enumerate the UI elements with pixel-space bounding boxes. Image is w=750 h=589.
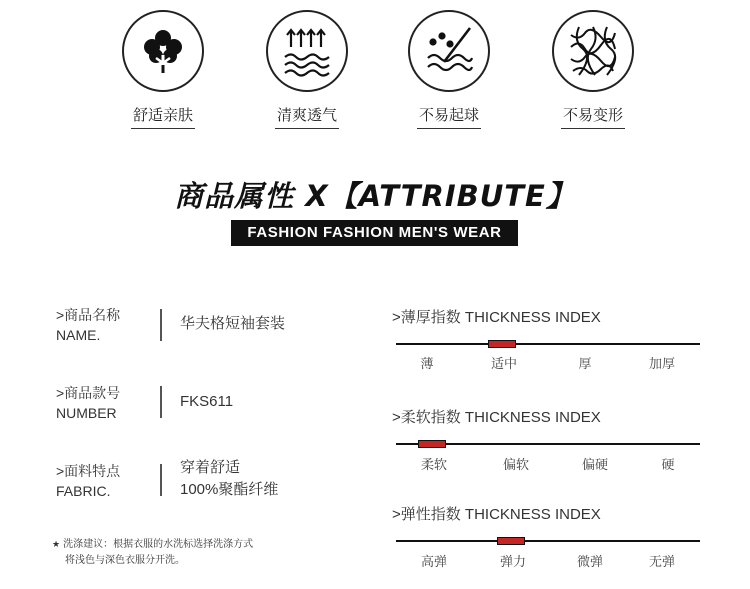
- feature-soft: [108, 10, 218, 129]
- elasticity-tick: 无弹: [648, 555, 675, 570]
- no-pilling-icon: [408, 10, 490, 92]
- elasticity-index-line: [396, 540, 700, 542]
- divider: [160, 309, 162, 341]
- thickness-tick: 适中: [490, 357, 517, 372]
- softness-tick: 柔软: [420, 458, 447, 473]
- thickness-index-marker: [488, 340, 516, 348]
- attr-label-en: FABRIC.: [56, 483, 111, 499]
- softness-index-title: >柔软指数 THICKNESS INDEX: [392, 409, 601, 426]
- attr-name-value: [180, 313, 285, 335]
- airflow-waves-icon: [266, 10, 348, 92]
- wash-line: 将浅色与深色衣服分开洗。: [65, 555, 185, 566]
- attr-number-label: [56, 383, 120, 423]
- attr-fabric-value: [180, 457, 278, 501]
- softness-tick: 偏软: [502, 458, 529, 473]
- wash-line: 洗涤建议：根据衣服的水洗标选择洗涤方式: [63, 539, 254, 550]
- thickness-tick: 厚: [578, 357, 592, 372]
- attr-value-line: 100%聚酯纤维: [180, 481, 279, 498]
- elasticity-index-marker: [497, 537, 525, 545]
- feature-no-pilling: [394, 10, 504, 129]
- attr-label-en: NAME.: [56, 327, 101, 343]
- feature-label: 清爽透气: [275, 104, 339, 129]
- wash-note: [52, 537, 253, 568]
- elasticity-tick: 微弹: [576, 555, 603, 570]
- elasticity-tick: 弹力: [499, 555, 526, 570]
- feature-breathable: [252, 10, 362, 129]
- softness-index-marker: [418, 440, 446, 448]
- feature-no-deform: [538, 10, 648, 129]
- section-banner: FASHION FASHION MEN'S WEAR: [231, 220, 518, 246]
- section-title: 商品属性 X【ATTRIBUTE】: [174, 179, 576, 213]
- attr-label-cn: >商品名称: [56, 307, 121, 323]
- attr-label-en: NUMBER: [56, 405, 117, 421]
- attr-value-line: 穿着舒适: [180, 459, 241, 476]
- divider: [160, 464, 162, 496]
- star-icon: ★: [52, 540, 61, 550]
- fiber-mesh-icon: [552, 10, 634, 92]
- thickness-index-title: >薄厚指数 THICKNESS INDEX: [392, 309, 601, 326]
- elasticity-index-title: >弹性指数 THICKNESS INDEX: [392, 506, 601, 523]
- attr-name-label: [56, 305, 120, 345]
- thickness-tick: 薄: [420, 357, 434, 372]
- softness-tick: 偏硬: [581, 458, 608, 473]
- thickness-tick: 加厚: [648, 357, 675, 372]
- attr-value-line: 华夫格短袖套装: [180, 315, 286, 332]
- elasticity-tick: 高弹: [420, 555, 447, 570]
- attr-value-line: FKS611: [180, 393, 234, 410]
- attr-number-value: [180, 391, 233, 413]
- softness-tick: 硬: [661, 458, 675, 473]
- divider: [160, 386, 162, 418]
- feature-label: 不易起球: [417, 104, 481, 129]
- feature-label: 不易变形: [561, 104, 625, 129]
- attr-fabric-label: [56, 461, 120, 501]
- attr-label-cn: >商品款号: [56, 385, 121, 401]
- thickness-index-line: [396, 343, 700, 345]
- cotton-flower-icon: [122, 10, 204, 92]
- feature-label: 舒适亲肤: [131, 104, 195, 129]
- attr-label-cn: >面料特点: [56, 463, 121, 479]
